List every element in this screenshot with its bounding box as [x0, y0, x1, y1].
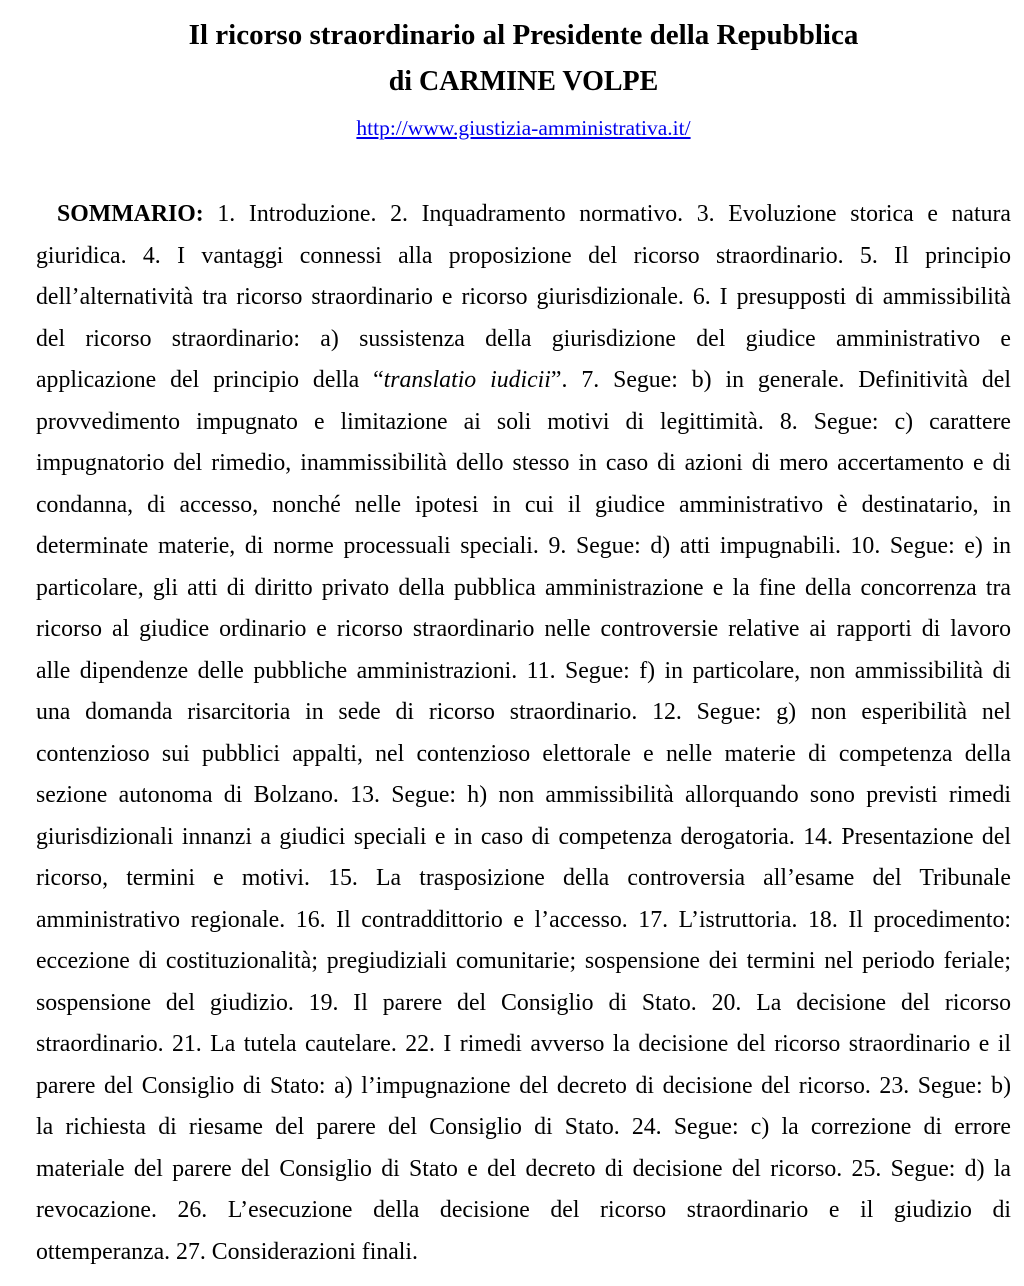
- sommario-paragraph: [36, 194, 1011, 1273]
- text-run: sospensione del giudizio. 19. Il parere del Consiglio di Stato. 20. La decisione del ricorso: [36, 989, 1011, 1016]
- text-run: sezione autonoma di Bolzano. 13. Segue: h) non ammissibilità allorquando sono previsti rimedi: [36, 782, 1011, 808]
- text-run: provvedimento impugnato e limitazione ai soli motivi di legittimità. 8. Segue: c) carattere: [36, 408, 1011, 435]
- text-run: ottemperanza. 27. Considerazioni finali.: [36, 1238, 418, 1265]
- sommario-line: [36, 941, 1011, 983]
- sommario-line: [36, 443, 1011, 485]
- sommario-line: [36, 1107, 1011, 1149]
- text-run: straordinario. 21. La tutela cautelare. 22. I rimedi avverso la decisione del ricorso straordinario e il: [36, 1031, 1011, 1057]
- document-link[interactable]: http://www.giustizia-amministrativa.it/: [356, 116, 691, 140]
- text-run: ”. 7. Segue: b) in generale. Definitività del: [550, 367, 1011, 393]
- sommario-line: [36, 983, 1011, 1025]
- sommario-line: [36, 236, 1011, 278]
- text-run: la richiesta di riesame del parere del Consiglio di Stato. 24. Segue: c) la correzione di errore: [36, 1114, 1011, 1140]
- sommario-line: [36, 194, 1011, 236]
- text-run: giuridica. 4. I vantaggi connessi alla proposizione del ricorso straordinario. 5. Il principio: [36, 242, 1011, 269]
- sommario-line: [36, 900, 1011, 942]
- document-page: [36, 18, 1011, 1273]
- text-run: condanna, di accesso, nonché nelle ipotesi in cui il giudice amministrativo è destinatario, in: [36, 491, 1011, 518]
- document-author: di CARMINE VOLPE: [388, 66, 659, 97]
- text-run: 1. Introduzione. 2. Inquadramento normativo. 3. Evoluzione storica e natura: [203, 201, 1011, 227]
- text-run: eccezione di costituzionalità; pregiudiziali comunitarie; sospensione dei termini nel periodo feriale;: [36, 948, 1011, 974]
- text-run: dell’alternatività tra ricorso straordinario e ricorso giurisdizionale. 6. I presupposti di ammissibilità: [36, 284, 1011, 310]
- text-run: amministrativo regionale. 16. Il contraddittorio e l’accesso. 17. L’istruttoria. 18. Il procedimento:: [36, 906, 1011, 933]
- text-run: ricorso al giudice ordinario e ricorso straordinario nelle controversie relative ai rapporti di lavoro: [36, 616, 1011, 642]
- text-run: particolare, gli atti di diritto privato della pubblica amministrazione e la fine della concorrenza tra: [36, 574, 1011, 601]
- sommario-line: [36, 775, 1011, 817]
- text-run: materiale del parere del Consiglio di Stato e del decreto di decisione del ricorso. 25. Segue: d) la: [36, 1155, 1011, 1182]
- sommario-line: [36, 1066, 1011, 1108]
- sommario-line: [36, 609, 1011, 651]
- document-link-line: [36, 115, 1011, 141]
- text-run: del ricorso straordinario: a) sussistenza della giurisdizione del giudice amministrativo e: [36, 325, 1011, 352]
- sommario-line: [36, 858, 1011, 900]
- sommario-line: [36, 817, 1011, 859]
- sommario-line: [36, 568, 1011, 610]
- sommario-line: [36, 651, 1011, 693]
- text-run: alle dipendenze delle pubbliche amministrazioni. 11. Segue: f) in particolare, non ammissibilità di: [36, 657, 1011, 684]
- text-run: giurisdizionali innanzi a giudici speciali e in caso di competenza derogatoria. 14. Presentazione del: [36, 823, 1011, 850]
- sommario-line: [36, 1190, 1011, 1232]
- sommario-line: [36, 692, 1011, 734]
- text-run: ricorso, termini e motivi. 15. La trasposizione della controversia all’esame del Tribunale: [36, 865, 1011, 891]
- sommario-line: [36, 1024, 1011, 1066]
- sommario-line: [36, 734, 1011, 776]
- sommario-line: [36, 1232, 1011, 1274]
- text-run: parere del Consiglio di Stato: a) l’impugnazione del decreto di decisione del ricorso. 23. Segue: b): [36, 1072, 1011, 1099]
- sommario-line: [36, 485, 1011, 527]
- sommario-line: [36, 319, 1011, 361]
- text-run: determinate materie, di norme processuali speciali. 9. Segue: d) atti impugnabili. 10. Segue: e) in: [36, 533, 1011, 559]
- text-run-italic: translatio iudicii: [383, 367, 551, 393]
- sommario-line: [36, 402, 1011, 444]
- text-run: contenzioso sui pubblici appalti, nel contenzioso elettorale e nelle materie di competenza della: [36, 740, 1011, 767]
- sommario-line: [36, 360, 1011, 402]
- sommario-line: [36, 277, 1011, 319]
- document-header: [36, 18, 1011, 141]
- text-run: una domanda risarcitoria in sede di ricorso straordinario. 12. Segue: g) non esperibilità nel: [36, 699, 1011, 725]
- text-run: impugnatorio del rimedio, inammissibilità dello stesso in caso di azioni di mero accertamento e di: [36, 450, 1011, 476]
- text-run-bold: SOMMARIO:: [57, 201, 204, 227]
- sommario-line: [36, 526, 1011, 568]
- text-run: revocazione. 26. L’esecuzione della decisione del ricorso straordinario e il giudizio di: [36, 1197, 1011, 1223]
- document-title: Il ricorso straordinario al Presidente della Repubblica: [188, 19, 859, 51]
- text-run: applicazione del principio della “: [36, 367, 384, 393]
- sommario-line: [36, 1149, 1011, 1191]
